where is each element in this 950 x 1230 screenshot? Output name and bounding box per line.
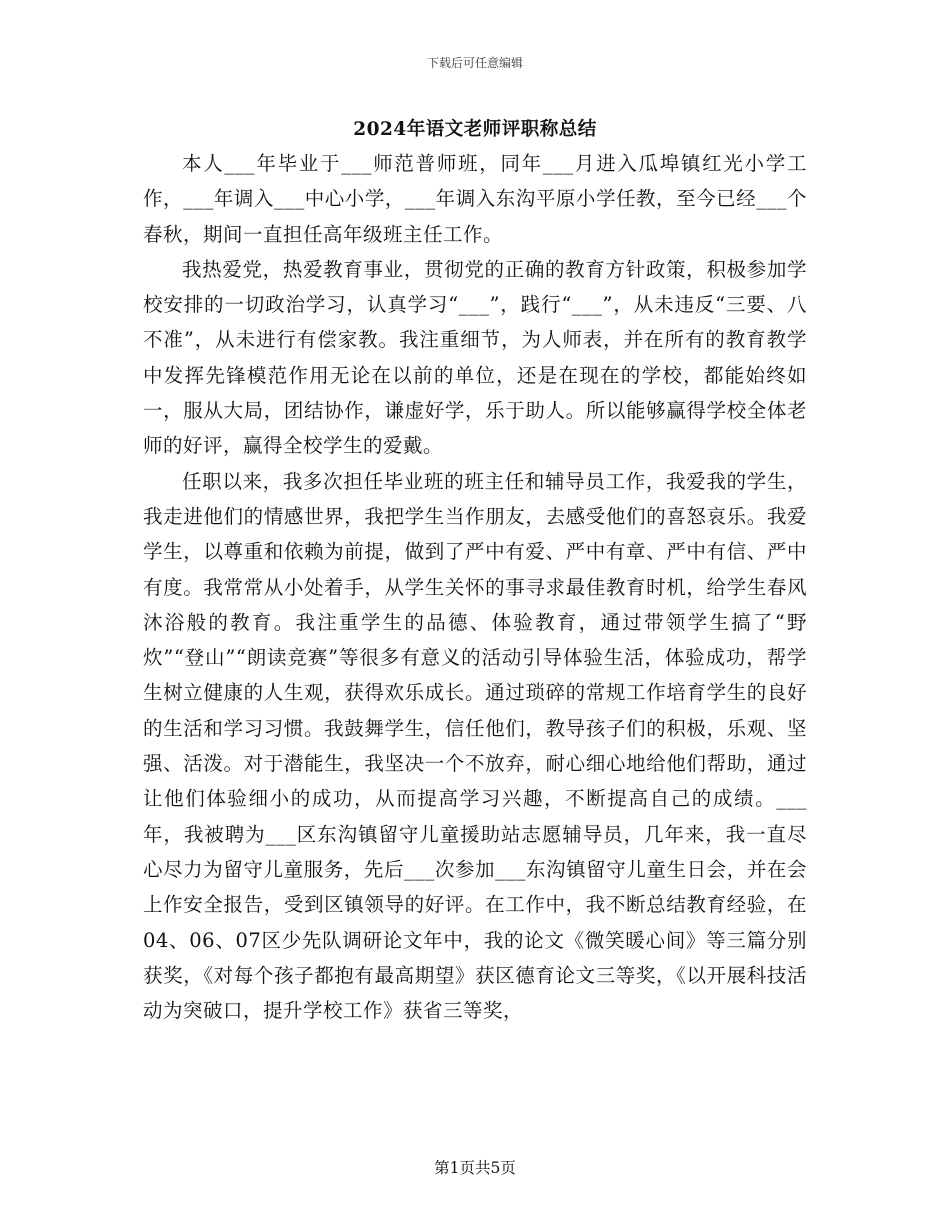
document-body	[143, 146, 807, 1028]
paragraph-intro: 本人___年毕业于___师范普师班，同年___月进入瓜埠镇红光小学工作，___年调入___中心小学，___年调入东沟平原小学任教，至今已经___个春秋，期间一直担任高年级班主任工作。	[143, 152, 807, 246]
paragraph-politics: 我热爱党，热爱教育事业，贯彻党的正确的教育方针政策，积极参加学校安排的一切政治学习，认真学习“___”，践行“___”，从未违反“三要、八不准”，从未进行有偿家教。我注重细节，为人师表，并在所有的教育教学中发挥先锋模范作用无论在以前的单位，还是在现在的学校，都能始终如一，服从大局，团结协作，谦虚好学，乐于助人。所以能够赢得学校全体老师的好评，赢得全校学生的爱戴。	[143, 257, 807, 458]
paragraph-teaching: 任职以来，我多次担任毕业班的班主任和辅导员工作，我爱我的学生，我走进他们的情感世界，我把学生当作朋友，去感受他们的喜怒哀乐。我爱学生，以尊重和依赖为前提，做到了严中有爱、严中有章、严中有信、严中有度。我常常从小处着手，从学生关怀的事寻求最佳教育时机，给学生春风沐浴般的教育。我注重学生的品德、体验教育，通过带领学生搞了“野炊”“登山”“朗读竞赛”等很多有意义的活动引导体验生活，体验成功，帮学生树立健康的人生观，获得欢乐成长。通过琐碎的常规工作培育学生的良好的生活和学习习惯。我鼓舞学生，信任他们，教导孩子们的积极，乐观、坚强、活泼。对于潜能生，我坚决一个不放弃，耐心细心地给他们帮助，通过让他们体验细小的成功，从而提高学习兴趣，不断提高自己的成绩。___年，我被聘为___区东沟镇留守儿童援助站志愿辅导员，几年来，我一直尽心尽力为留守儿童服务，先后___次参加___东沟镇留守儿童生日会，并在会上作安全报告，受到区镇领导的好评。在工作中，我不断总结教育经验，在04、06、07区少先队调研论文年中，我的论文《微笑暖心间》等三篇分别获奖，《对每个孩子都抱有最高期望》获区德育论文三等奖，《以开展科技活动为突破口，提升学校工作》获省三等奖，	[143, 469, 807, 1023]
header-note: 下载后可任意编辑	[426, 56, 523, 70]
document-title: 2024年语文老师评职称总结	[353, 119, 597, 140]
page-number: 第1页共5页	[434, 1159, 516, 1177]
